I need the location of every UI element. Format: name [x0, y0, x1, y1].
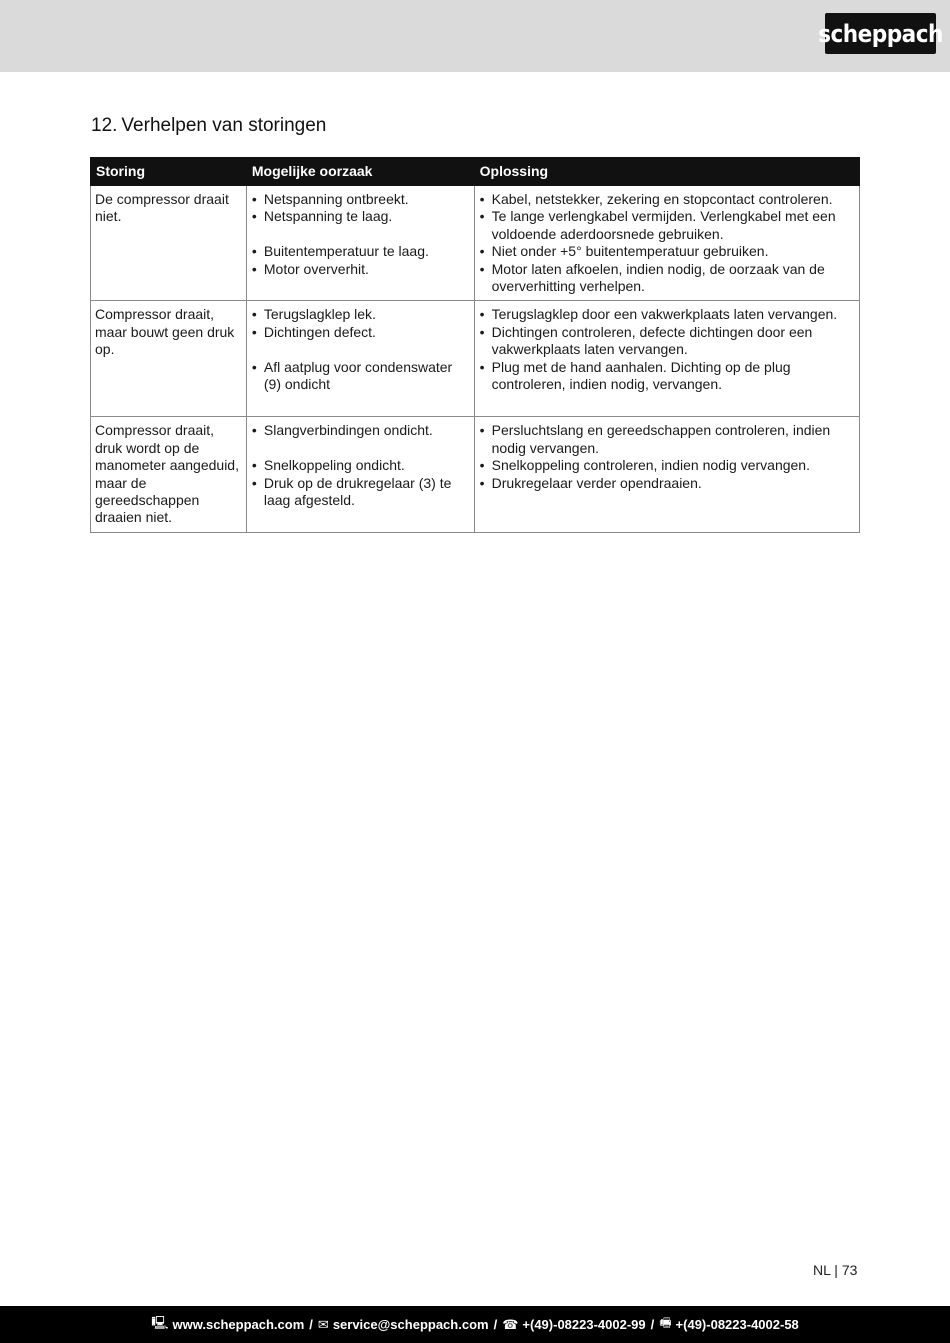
cause-item: • Terugslagklep lek. [251, 306, 469, 323]
table-row [91, 186, 860, 301]
page-number-value: 73 [841, 1262, 858, 1278]
top-header-bar [0, 0, 950, 72]
footer-website[interactable]: www.scheppach.com [172, 1317, 305, 1332]
solution-item: • Dichtingen controleren, defecte dichtingen door een vakwerkplaats laten vervangen. [479, 324, 854, 359]
page-number: NL | 73 [813, 1262, 858, 1278]
solutions-cell [474, 186, 859, 301]
table-row [91, 417, 860, 532]
causes-cell [246, 186, 474, 301]
phone-icon: ☎ [502, 1316, 519, 1332]
solution-item: • Motor laten afkoelen, indien nodig, de oorzaak van de oververhitting verhelpen. [479, 261, 854, 296]
causes-list [251, 306, 469, 393]
column-header-oplossing: Oplossing [474, 158, 859, 186]
scheppach-logo: scheppach [825, 13, 936, 54]
causes-list [251, 422, 469, 509]
troubleshooting-table [90, 157, 860, 533]
footer-separator: / [493, 1317, 498, 1332]
solutions-list [479, 306, 854, 393]
computer-icon: 🖳 [151, 1314, 169, 1330]
cause-item: • Druk op de drukregelaar (3) te laag afgesteld. [251, 475, 469, 510]
cause-item: • Afl aatplug voor condenswater (9) ondicht [251, 359, 469, 394]
solution-item: • Drukregelaar verder opendraaien. [479, 475, 854, 492]
page-language: NL [813, 1262, 831, 1278]
cause-item: • Netspanning te laag. [251, 208, 469, 225]
column-header-storing: Storing [91, 158, 247, 186]
cause-item: • Buitentemperatuur te laag. [251, 243, 469, 260]
footer-email[interactable]: service@scheppach.com [332, 1317, 489, 1332]
footer-contact-bar [0, 1306, 950, 1343]
footer-separator: / [650, 1317, 655, 1332]
table-header-row [91, 158, 860, 186]
section-title [91, 115, 326, 137]
causes-cell [246, 417, 474, 532]
solutions-list [479, 191, 854, 295]
solution-item: • Plug met de hand aanhalen. Dichting op de plug controleren, indien nodig, vervangen. [479, 359, 854, 394]
footer-phone: +(49)-08223-4002-99 [522, 1317, 646, 1332]
solution-item: • Snelkoppeling controleren, indien nodig vervangen. [479, 457, 854, 474]
solution-item: • Te lange verlengkabel vermijden. Verlengkabel met een voldoende aderdoorsnede gebruiken. [479, 208, 854, 243]
column-header-oorzaak: Mogelijke oorzaak [246, 158, 474, 186]
footer-separator: / [309, 1317, 313, 1332]
fault-cell: Compressor draait, maar bouwt geen druk op. [91, 301, 247, 417]
fault-cell: Compressor draait, druk wordt op de manometer aangeduid, maar de gereedschappen draaien niet. [91, 417, 247, 532]
solution-item: • Kabel, netstekker, zekering en stopcontact controleren. [479, 191, 854, 208]
cause-item: • Netspanning ontbreekt. [251, 191, 469, 208]
causes-cell [246, 301, 474, 417]
solutions-list [479, 422, 854, 492]
causes-list [251, 191, 469, 278]
solution-item: • Niet onder +5° buitentemperatuur gebruiken. [479, 243, 854, 260]
solution-item: • Terugslagklep door een vakwerkplaats laten vervangen. [479, 306, 854, 323]
cause-item: • Slangverbindingen ondicht. [251, 422, 469, 439]
fax-icon: 🖷 [659, 1314, 672, 1330]
section-number: 12. [91, 115, 118, 136]
mail-icon: ✉ [317, 1316, 329, 1332]
section-title-text: Verhelpen van storingen [121, 115, 327, 136]
cause-item: • Dichtingen defect. [251, 324, 469, 341]
solutions-cell [474, 301, 859, 417]
footer-fax: +(49)-08223-4002-58 [675, 1317, 799, 1332]
cause-item: • Snelkoppeling ondicht. [251, 457, 469, 474]
cause-item: • Motor oververhit. [251, 261, 469, 278]
solution-item: • Persluchtslang en gereedschappen controleren, indien nodig vervangen. [479, 422, 854, 457]
fault-cell: De compressor draait niet. [91, 186, 247, 301]
table-row [91, 301, 860, 417]
solutions-cell [474, 417, 859, 532]
